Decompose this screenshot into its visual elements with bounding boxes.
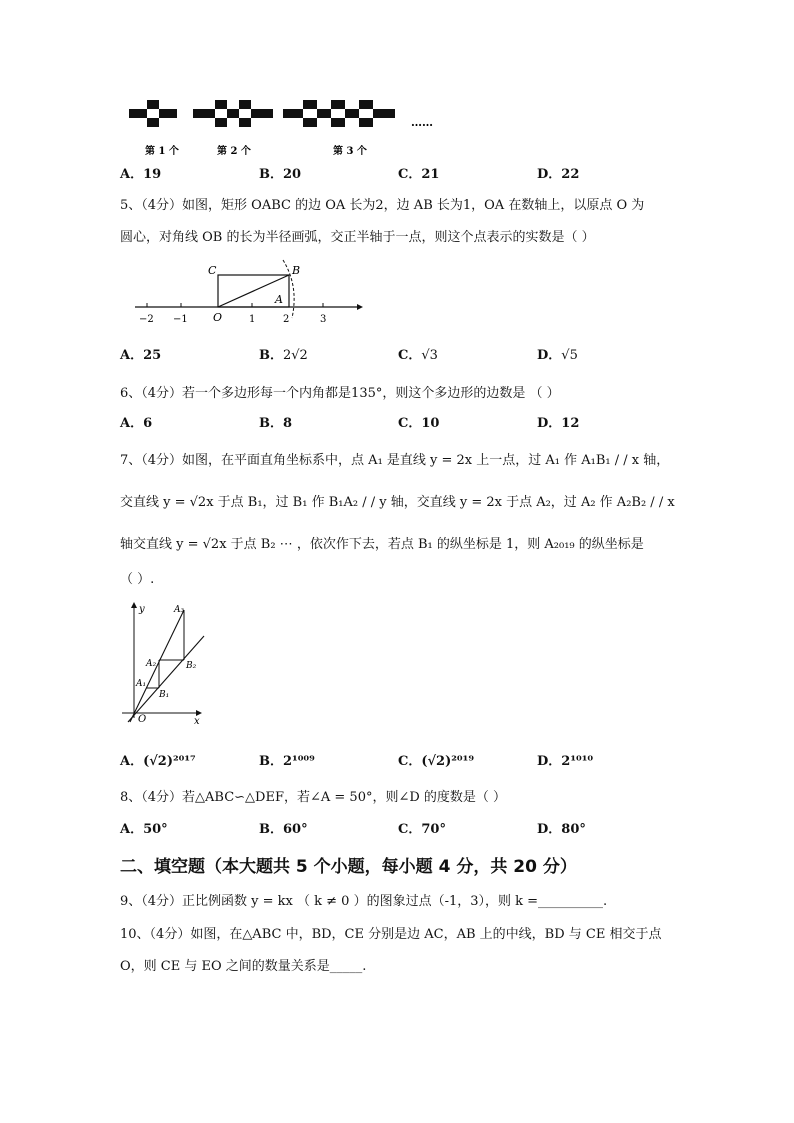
- label-B: B: [292, 264, 301, 277]
- point-A1: A₁: [136, 679, 147, 689]
- point-A2: A₂: [146, 659, 157, 669]
- q7-option-d: D．2¹⁰¹⁰: [537, 754, 594, 769]
- pattern-caption-3: 第 3 个: [333, 146, 367, 157]
- label-C: C: [208, 264, 217, 277]
- q5-option-c: C．√3: [398, 348, 438, 363]
- q9-text-line1: 9、（4分）正比例函数 y = kx （ k ≠ 0 ）的图象过点（-1，3），则 k =__________.: [120, 894, 608, 909]
- q10-text-line2: O，则 CE 与 EO 之间的数量关系是_____.: [120, 959, 367, 974]
- pattern-ellipsis: ……: [411, 116, 433, 129]
- q8-option-d: D．80°: [537, 822, 586, 837]
- q4-option-c: C．21: [398, 167, 440, 182]
- q6-option-d: D．12: [537, 416, 580, 431]
- q4-option-d: D．22: [537, 167, 580, 182]
- pattern-caption-2: 第 2 个: [217, 146, 251, 157]
- tick-3: 3: [320, 314, 327, 325]
- point-B1: B₁: [159, 690, 170, 700]
- q8-text-line1: 8、（4分）若△ABC∽△DEF，若∠A = 50°，则∠D 的度数是（ ）: [120, 790, 507, 805]
- q7-option-b: B．2¹⁰⁰⁹: [259, 754, 315, 769]
- axis-x-label: x: [194, 716, 200, 726]
- pattern-2: [193, 100, 273, 127]
- q6-option-b: B．8: [259, 416, 293, 431]
- q6-option-a: A．6: [120, 416, 153, 431]
- pattern-1: [129, 100, 177, 127]
- q4-pattern-figure: [125, 96, 445, 162]
- q5-text-line2: 圆心，对角线 OB 的长为半径画弧，交正半轴于一点，则这个点表示的实数是（ ）: [120, 230, 595, 245]
- pattern-3: [283, 100, 395, 127]
- q7-option-a: A．(√2)²⁰¹⁷: [120, 754, 196, 769]
- q5-option-b: B．2√2: [259, 348, 308, 363]
- q5-number-line-figure: [135, 256, 365, 328]
- q4-option-a: A．19: [120, 167, 162, 182]
- q6-option-c: C．10: [398, 416, 440, 431]
- q8-option-b: B．60°: [259, 822, 308, 837]
- q5-option-a: A．25: [120, 348, 162, 363]
- q6-text-line1: 6、（4分）若一个多边形每一个内角都是135°，则这个多边形的边数是 （ ）: [120, 386, 560, 401]
- origin-label: O: [138, 714, 147, 725]
- tick-minus1: −1: [173, 314, 188, 325]
- point-B2: B₂: [186, 661, 197, 671]
- q5-text-line1: 5、（4分）如图，矩形 OABC 的边 OA 长为2，边 AB 长为1，OA 在数轴上，以原点 O 为: [120, 198, 645, 213]
- q7-option-c: C．(√2)²⁰¹⁹: [398, 754, 475, 769]
- pattern-caption-1: 第 1 个: [145, 146, 179, 157]
- q7-text-line4: （ ）.: [120, 572, 155, 587]
- label-O: O: [213, 311, 223, 324]
- q7-text-line1: 7、（4分）如图，在平面直角坐标系中，点 A₁ 是直线 y = 2x 上一点，过 A₁ 作 A₁B₁ / / x 轴，: [120, 453, 670, 468]
- axis-y-label: y: [139, 604, 145, 615]
- label-A: A: [275, 293, 283, 306]
- q8-option-a: A．50°: [120, 822, 168, 837]
- q8-option-c: C．70°: [398, 822, 446, 837]
- q10-text-line1: 10、（4分）如图，在△ABC 中，BD，CE 分别是边 AC，AB 上的中线，BD 与 CE 相交于点: [120, 927, 662, 942]
- tick-2: 2: [283, 314, 290, 325]
- q7-text-line3: 轴交直线 y = √2x 于点 B₂ ⋯ ，依次作下去，若点 B₁ 的纵坐标是 1，则 A₂₀₁₉ 的纵坐标是: [120, 537, 644, 552]
- section-title-fill-in: 二、填空题（本大题共 5 个小题，每小题 4 分，共 20 分）: [120, 857, 577, 877]
- tick-1: 1: [249, 314, 256, 325]
- q7-coordinate-figure: [118, 600, 218, 726]
- q4-option-b: B．20: [259, 167, 302, 182]
- tick-minus2: −2: [139, 314, 154, 325]
- q7-text-line2: 交直线 y = √2x 于点 B₁，过 B₁ 作 B₁A₂ / / y 轴，交直线 y = 2x 于点 A₂，过 A₂ 作 A₂B₂ / / x: [120, 495, 675, 510]
- point-A3: A₃: [174, 605, 185, 615]
- q5-option-d: D．√5: [537, 348, 578, 363]
